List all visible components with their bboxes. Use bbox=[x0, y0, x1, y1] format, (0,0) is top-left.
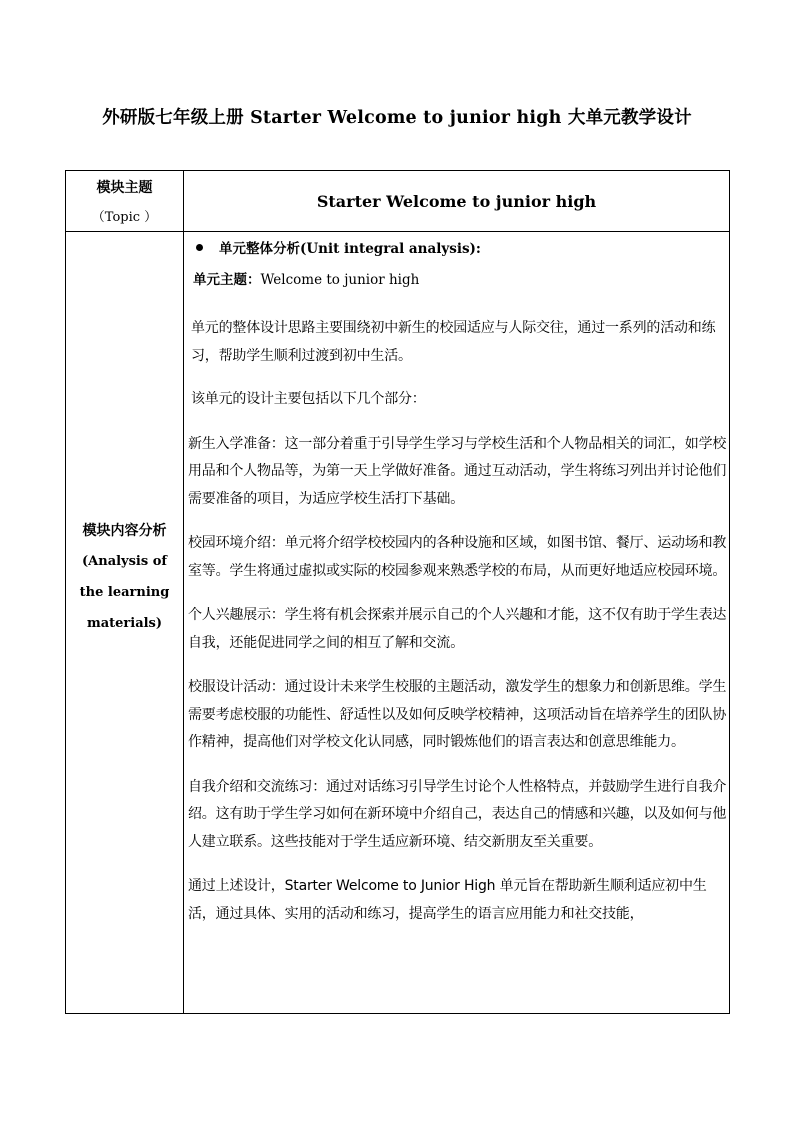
topic-label-cn: 模块主题 bbox=[96, 180, 153, 196]
paragraph-interests: 个人兴趣展示：学生将有机会探索并展示自己的个人兴趣和才能，这不仅有助于学生表达自我，还能促进同学之间的相互了解和交流。 bbox=[188, 607, 727, 651]
topic-label-en: （Topic ） bbox=[91, 210, 158, 225]
topic-value: Starter Welcome to junior high bbox=[316, 191, 597, 211]
analysis-label-en-3: materials) bbox=[86, 616, 163, 631]
analysis-label-en-1: (Analysis of bbox=[82, 554, 167, 569]
analysis-label-cell bbox=[66, 232, 184, 1014]
analysis-content-cell bbox=[184, 232, 730, 1014]
analysis-label-en-2: the learning bbox=[79, 585, 170, 600]
paragraph-preparation: 新生入学准备：这一部分着重于引导学生学习与学校生活和个人物品相关的词汇，如学校用品和个人物品等，为第一天上学做好准备。通过互动活动，学生将练习列出并讨论他们需要准备的项目，为适应学校生活打下基础。 bbox=[188, 435, 727, 507]
analysis-label-cn: 模块内容分析 bbox=[82, 523, 167, 539]
paragraph-campus: 校园环境介绍：单元将介绍学校校园内的各种设施和区域，如图书馆、餐厅、运动场和教室等。学生将通过虚拟或实际的校园参观来熟悉学校的布局，从而更好地适应校园环境。 bbox=[188, 535, 727, 579]
bullet-icon bbox=[196, 244, 203, 251]
section-heading-text: 单元整体分析(Unit integral analysis): bbox=[219, 241, 481, 257]
unit-theme-value: Welcome to junior high bbox=[260, 271, 420, 288]
paragraph-parts-intro: 该单元的设计主要包括以下几个部分： bbox=[191, 391, 426, 407]
paragraph-introduction: 自我介绍和交流练习：通过对话练习引导学生讨论个人性格特点，并鼓励学生进行自我介绍。这有助于学生学习如何在新环境中介绍自己，表达自己的情感和兴趣，以及如何与他人建立联系。这些技能对于学生适应新环境、结交新朋友至关重要。 bbox=[188, 778, 727, 850]
design-table bbox=[65, 170, 730, 1014]
paragraph-uniform: 校服设计活动：通过设计未来学生校服的主题活动，激发学生的想象力和创新思维。学生需要考虑校服的功能性、舒适性以及如何反映学校精神，这项活动旨在培养学生的团队协作精神，提高他们对学校文化认同感，同时锻炼他们的语言表达和创意思维能力。 bbox=[188, 679, 727, 750]
unit-theme-label: 单元主题： bbox=[193, 271, 261, 288]
section-heading bbox=[188, 236, 727, 264]
topic-value-cell bbox=[184, 171, 730, 232]
unit-theme bbox=[188, 267, 727, 295]
topic-label-cell bbox=[66, 171, 184, 232]
paragraph-summary: 通过上述设计，Starter Welcome to Junior High 单元旨在帮助新生顺利适应初中生活，通过具体、实用的活动和练习，提高学生的语言应用能力和社交技能， bbox=[188, 878, 707, 922]
page-title: 外研版七年级上册 Starter Welcome to junior high 大单元教学设计 bbox=[102, 108, 692, 128]
paragraph-overview: 单元的整体设计思路主要围绕初中新生的校园适应与人际交往，通过一系列的活动和练习，帮助学生顺利过渡到初中生活。 bbox=[191, 320, 716, 364]
